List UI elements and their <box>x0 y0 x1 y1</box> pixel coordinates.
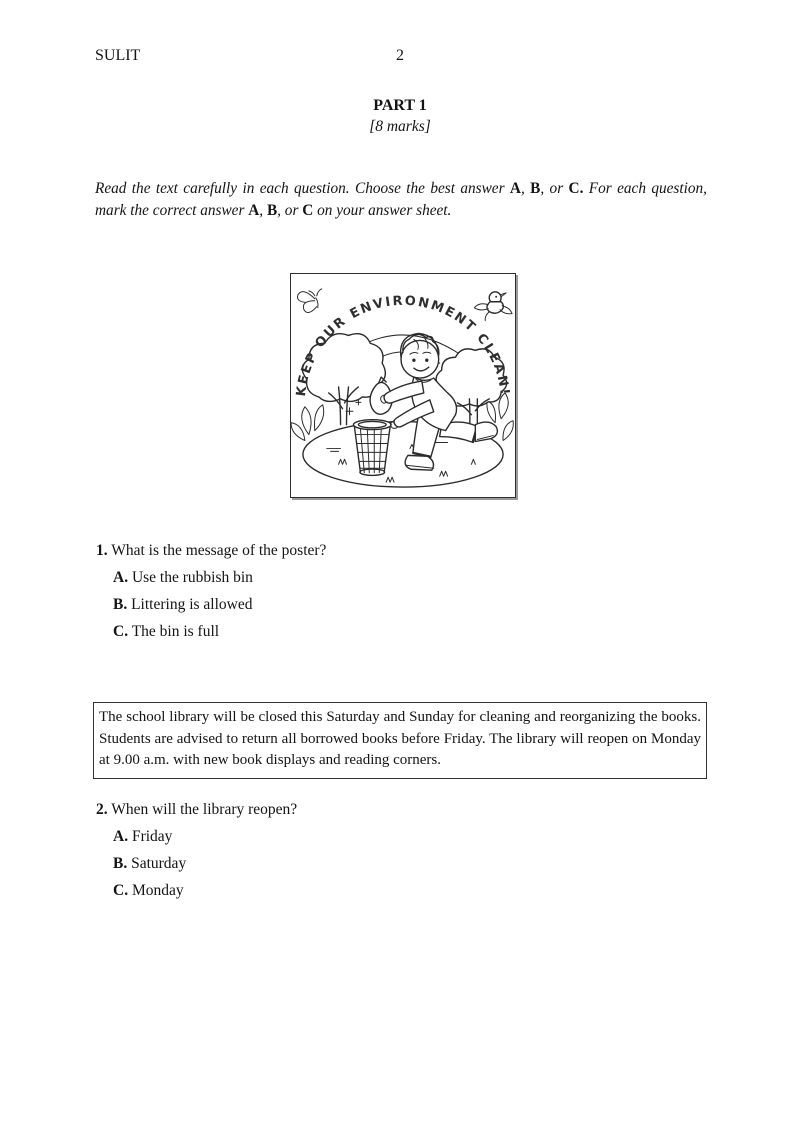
rubbish-bin <box>353 420 391 476</box>
question-2 <box>96 796 297 904</box>
option-b <box>113 591 326 618</box>
option-letter: A. <box>113 828 129 845</box>
instructions-segment: , <box>520 180 531 197</box>
option-letter: C. <box>113 623 129 640</box>
passage-text: The school library will be closed this Saturday and Sunday for cleaning and reorganizing the books. Students are advised to return all borrowed books before Friday. The library will reopen on Monday at 9.00 a.m. with new book displays and reading corners. <box>99 709 701 768</box>
option-text: Use the rubbish bin <box>131 569 253 586</box>
option-letter: B. <box>113 596 128 613</box>
option-letter: B. <box>113 855 128 872</box>
instructions-segment: on your answer sheet. <box>313 201 452 219</box>
option-c <box>113 618 326 645</box>
instructions-segment: A <box>509 180 521 197</box>
option-letter: C. <box>113 882 129 899</box>
instructions-segment: C <box>302 201 314 219</box>
bush-left <box>291 405 324 441</box>
confidential-marking: SULIT <box>95 47 141 64</box>
question-1 <box>96 537 326 645</box>
question-number: 1. <box>96 542 108 559</box>
instructions-segment: , <box>259 201 267 219</box>
instructions-segment: B <box>266 201 278 219</box>
instructions-segment: B <box>530 180 541 197</box>
butterfly-icon <box>297 289 321 313</box>
instructions-segment: A <box>248 201 260 219</box>
question-text: When will the library reopen? <box>111 801 298 818</box>
option-c <box>113 877 297 904</box>
instructions-segment: C. <box>568 180 584 197</box>
question-number: 2. <box>96 801 108 818</box>
page-number: 2 <box>396 47 404 64</box>
part-marks: [8 marks] <box>369 118 431 135</box>
instructions-segment: For each question, mark the correct answer <box>95 180 707 219</box>
option-letter: A. <box>113 569 129 586</box>
environment-poster <box>290 273 516 498</box>
poster-title: KEEP OUR ENVIRONMENT CLEAN! <box>293 293 512 398</box>
reading-passage-box <box>93 702 707 779</box>
question-text: What is the message of the poster? <box>111 542 327 559</box>
option-a <box>113 823 297 850</box>
bird-icon <box>474 292 512 321</box>
question-text-line <box>96 796 297 823</box>
sparkle-icon <box>346 400 361 415</box>
instructions-segment: , or <box>540 180 569 197</box>
instructions <box>95 178 707 221</box>
question-text-line <box>96 537 326 564</box>
option-a <box>113 564 326 591</box>
part-title: PART 1 <box>373 97 427 114</box>
instructions-segment: , or <box>277 201 303 219</box>
option-b <box>113 850 297 877</box>
instructions-segment: Read the text carefully in each question. Choose the best answer <box>95 180 510 197</box>
option-text: Monday <box>131 882 184 899</box>
option-text: The bin is full <box>131 623 220 640</box>
option-text: Littering is allowed <box>131 596 253 613</box>
option-text: Saturday <box>131 855 187 872</box>
option-text: Friday <box>131 828 173 845</box>
poster-illustration <box>291 274 515 497</box>
